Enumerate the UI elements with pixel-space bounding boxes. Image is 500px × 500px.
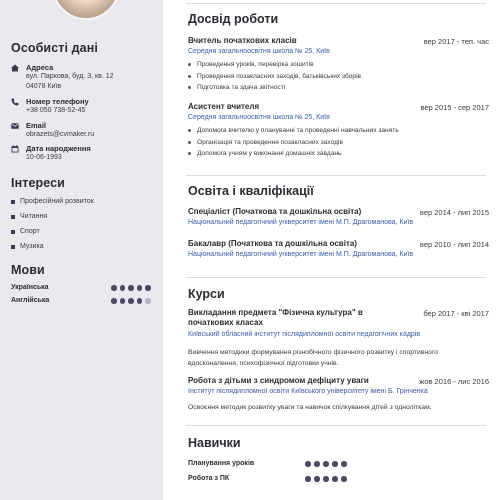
job-title: Асистент вчителя bbox=[188, 102, 260, 111]
rating-dot-filled bbox=[332, 461, 338, 467]
interests-list bbox=[11, 194, 94, 254]
rating-dot-filled bbox=[111, 298, 117, 304]
list-item: Організація та проведення позакласних заходів bbox=[188, 137, 399, 149]
list-item: Читання bbox=[11, 209, 94, 224]
address-block bbox=[11, 63, 156, 95]
rating-dot-filled bbox=[323, 476, 329, 482]
courses-heading: Курси bbox=[188, 287, 225, 301]
email-label: Email bbox=[26, 121, 47, 130]
rating-dot-filled bbox=[137, 298, 143, 304]
course-institution: Київський обласний інститут післядипломної освіти педагогічних кадрів bbox=[188, 331, 421, 338]
education-heading: Освіта і кваліфікації bbox=[188, 184, 314, 198]
education-institution: Національний педагогічний університет імені М.П. Драгоманова, Київ bbox=[188, 251, 414, 258]
job-employer: Середня загальноосвітня школа № 25, Київ bbox=[188, 48, 330, 55]
address-line-2: 04078 Київ bbox=[26, 83, 62, 90]
rating-dot-filled bbox=[341, 461, 347, 467]
course-title: Викладання предмета "Фізична культура" в початкових класах bbox=[188, 308, 363, 327]
rating-dot-filled bbox=[120, 285, 126, 291]
list-item: Спорт bbox=[11, 224, 94, 239]
rating-dot-filled bbox=[305, 476, 311, 482]
list-item: Проведення позакласних заходів, батьківських зборів bbox=[188, 71, 361, 83]
education-institution: Національний педагогічний університет імені М.П. Драгоманова, Київ bbox=[188, 219, 414, 226]
rating-dot-filled bbox=[305, 461, 311, 467]
course-date: жов 2016 - лис 2016 bbox=[419, 377, 489, 386]
course-description: Вивчення методики формування різнобічного фізичного розвитку і спортивного вдосконалення, психофізичної підготовки учнів. bbox=[188, 349, 439, 367]
rating-dot-filled bbox=[111, 285, 117, 291]
list-item: Допомога вчителю у плануванні та проведенні навчальних занять bbox=[188, 125, 399, 137]
divider bbox=[186, 425, 486, 426]
language-row bbox=[11, 297, 156, 309]
rating-dot-filled bbox=[145, 285, 151, 291]
list-item: Проведення уроків, перевірка зошитів bbox=[188, 59, 361, 71]
rating-dot-filled bbox=[332, 476, 338, 482]
rating-dot-filled bbox=[314, 476, 320, 482]
rating-dot-filled bbox=[341, 476, 347, 482]
rating-dot-empty bbox=[145, 298, 151, 304]
language-name: Українська bbox=[11, 284, 49, 291]
education-title: Спеціаліст (Початкова та дошкільна освіта) bbox=[188, 207, 362, 216]
job-duties bbox=[188, 59, 361, 94]
profile-photo bbox=[52, 0, 120, 20]
skill-level bbox=[305, 476, 347, 482]
birthdate-label: Дата народження bbox=[26, 144, 91, 153]
job-duties bbox=[188, 125, 399, 160]
birthdate-value: 10-06-1993 bbox=[26, 154, 62, 161]
skill-row bbox=[188, 460, 488, 472]
list-item: Допомога учням у виконанні домашніх завдань bbox=[188, 148, 399, 160]
home-icon bbox=[11, 64, 19, 72]
divider bbox=[186, 175, 486, 176]
rating-dot-filled bbox=[323, 461, 329, 467]
interests-heading: Інтереси bbox=[11, 176, 65, 190]
language-level bbox=[111, 285, 151, 291]
rating-dot-filled bbox=[128, 285, 134, 291]
phone-value: +38 050 738-52-45 bbox=[26, 107, 86, 114]
sidebar bbox=[0, 0, 163, 500]
main-content bbox=[172, 0, 500, 500]
job-date: вер 2015 - сер 2017 bbox=[420, 103, 489, 112]
phone-block bbox=[11, 97, 156, 121]
rating-dot-filled bbox=[120, 298, 126, 304]
experience-heading: Досвід роботи bbox=[188, 12, 279, 26]
skill-level bbox=[305, 461, 347, 467]
language-name: Англійська bbox=[11, 297, 50, 304]
rating-dot-filled bbox=[137, 285, 143, 291]
email-icon bbox=[11, 122, 19, 130]
personal-data-heading: Особисті дані bbox=[11, 41, 98, 55]
phone-label: Номер телефону bbox=[26, 97, 89, 106]
course-institution: Інститут післядипломної освіти Київського університету імені Б. Грінченка bbox=[188, 388, 428, 395]
education-title: Бакалавр (Початкова та дошкільна освіта) bbox=[188, 239, 357, 248]
language-row bbox=[11, 284, 156, 296]
job-title: Вчитель початкових класів bbox=[188, 36, 297, 45]
course-title: Робота з дітьми з синдромом дефіциту уваги bbox=[188, 376, 369, 385]
divider bbox=[186, 277, 486, 278]
skills-heading: Навички bbox=[188, 436, 241, 450]
education-date: вер 2014 - лип 2015 bbox=[419, 208, 489, 217]
rating-dot-filled bbox=[314, 461, 320, 467]
phone-icon bbox=[11, 98, 19, 106]
calendar-icon bbox=[11, 145, 19, 153]
address-line-1: вул. Паркова, буд. 3, кв. 12 bbox=[26, 73, 114, 80]
email-block bbox=[11, 121, 156, 145]
birthdate-block bbox=[11, 144, 156, 168]
languages-heading: Мови bbox=[11, 263, 45, 277]
course-description: Освоєння методик розвитку уваги та навичок спілкування дітей з одноліткам. bbox=[188, 404, 432, 411]
list-item: Професійний розвиток bbox=[11, 194, 94, 209]
list-item: Музика bbox=[11, 239, 94, 254]
email-value[interactable]: obrazets@cvmaker.ru bbox=[26, 131, 95, 138]
education-date: вер 2010 - лип 2014 bbox=[419, 240, 489, 249]
list-item: Підготовка та здача звітності bbox=[188, 82, 361, 94]
language-level bbox=[111, 298, 151, 304]
skill-name: Планування уроків bbox=[188, 460, 255, 467]
rating-dot-filled bbox=[128, 298, 134, 304]
job-date: вер 2017 - теп. час bbox=[423, 37, 489, 46]
address-label: Адреса bbox=[26, 63, 54, 72]
divider bbox=[186, 3, 486, 4]
skill-name: Робота з ПК bbox=[188, 475, 230, 482]
course-date: бер 2017 - кві 2017 bbox=[423, 309, 489, 318]
job-employer: Середня загальноосвітня школа № 25, Київ bbox=[188, 114, 330, 121]
skill-row bbox=[188, 475, 488, 487]
